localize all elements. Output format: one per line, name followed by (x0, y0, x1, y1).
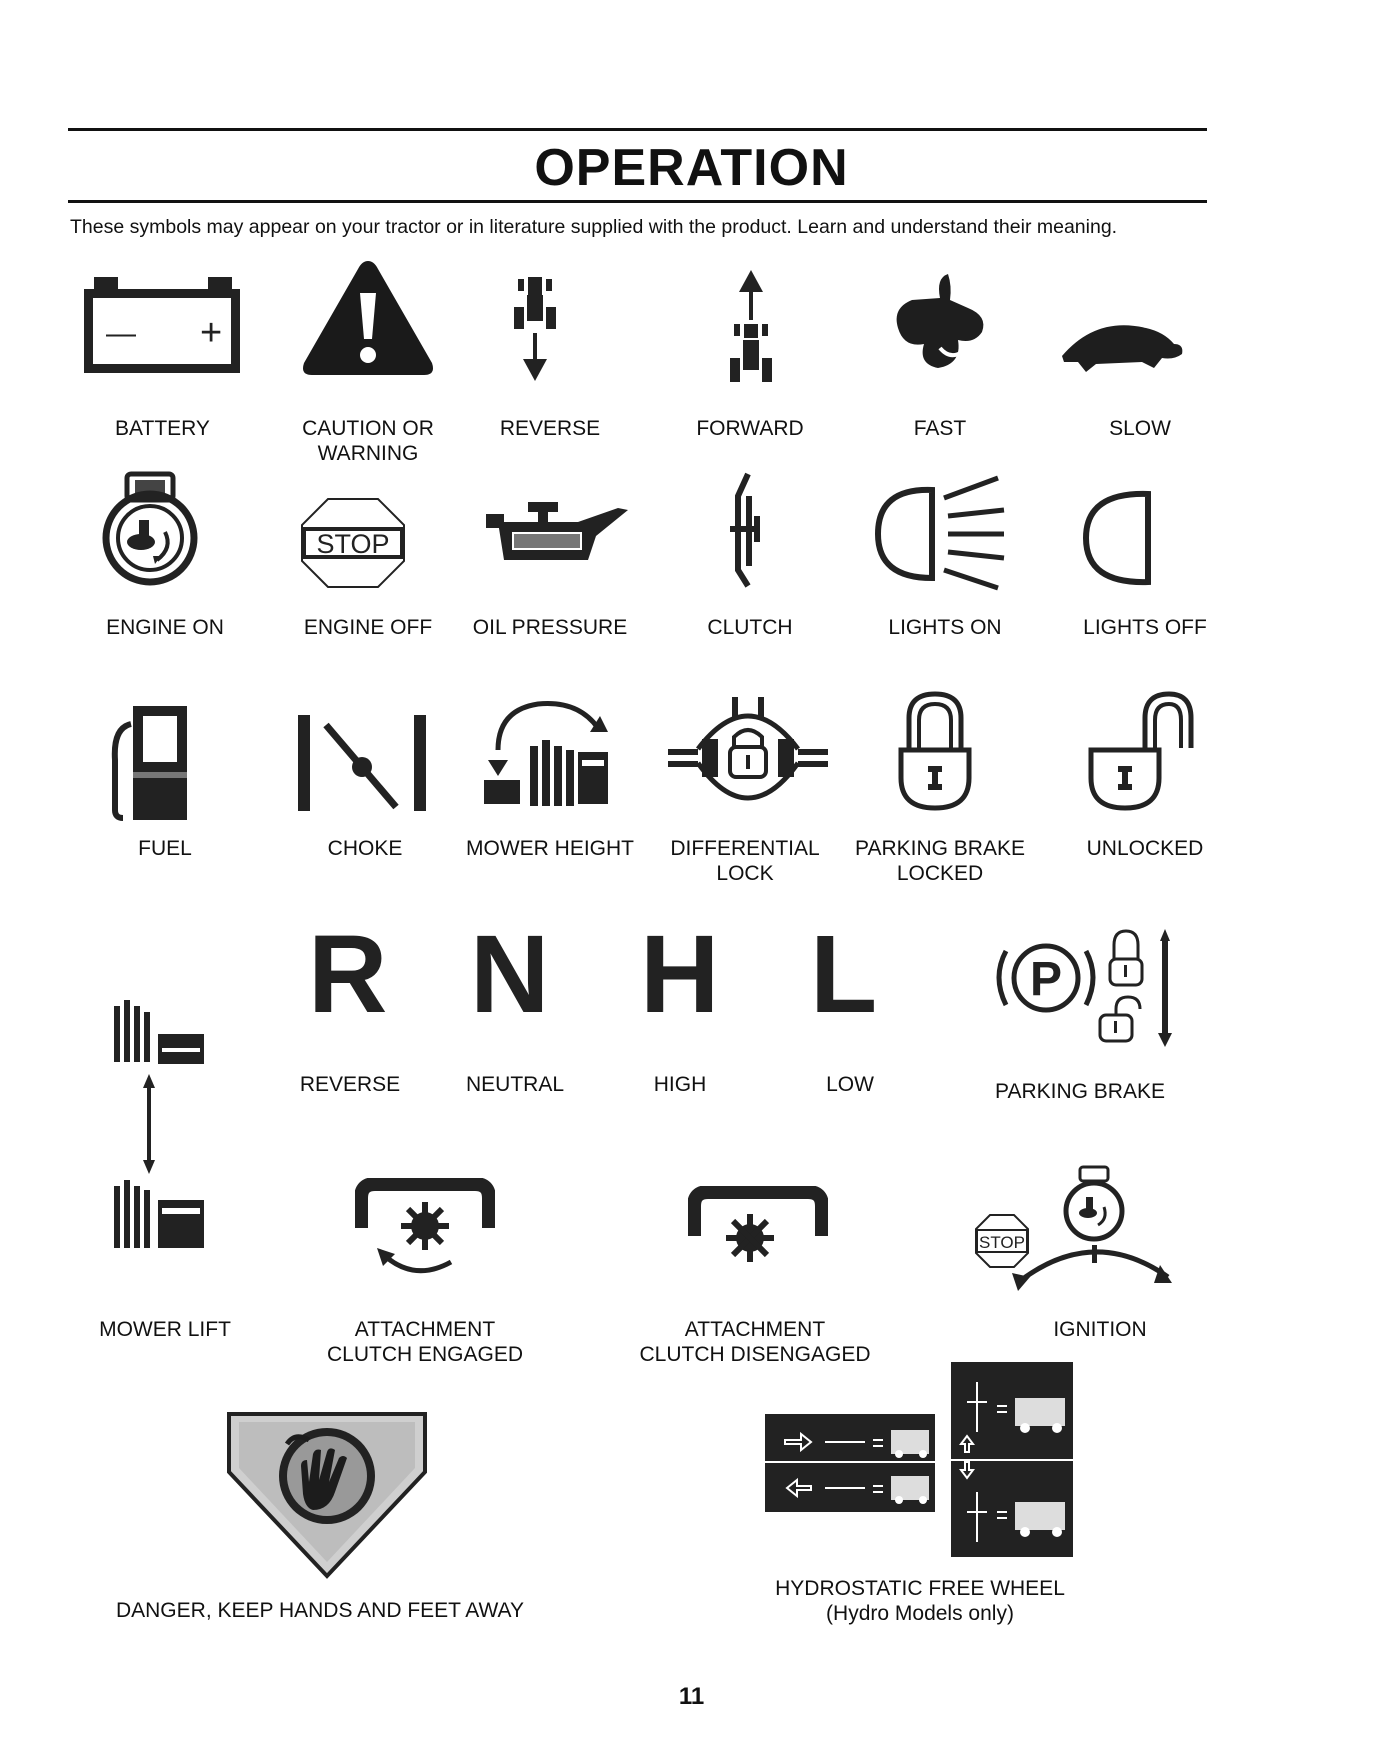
engine-off-stop-icon (298, 495, 408, 590)
label-choke: CHOKE (327, 837, 403, 860)
battery-plus: + (200, 312, 223, 354)
attachment-disengaged-icon (688, 1186, 828, 1276)
gear-reverse-letter: R (308, 913, 388, 1036)
label-mower-height: MOWER HEIGHT (466, 837, 634, 860)
label-lights-on: LIGHTS ON (888, 616, 1002, 639)
label-engine-on: ENGINE ON (106, 616, 224, 639)
label-fuel: FUEL (138, 837, 192, 860)
attachment-engaged-icon (355, 1178, 495, 1288)
label-attachment-disengaged (630, 1317, 880, 1367)
label-fast: FAST (913, 417, 967, 440)
mower-lift-icon (110, 990, 215, 1260)
label-forward: FORWARD (696, 417, 804, 440)
choke-icon (296, 715, 436, 815)
label-ignition: IGNITION (1053, 1318, 1147, 1341)
label-parking-brake: PARKING BRAKE (995, 1080, 1165, 1103)
padlock-unlocked-icon (1085, 688, 1195, 813)
label-hydro-line2: (Hydro Models only) (826, 1602, 1014, 1625)
label-pbl-line2: LOCKED (896, 862, 984, 885)
label-pbl-line1: PARKING BRAKE (855, 837, 1025, 860)
label-engine-off: ENGINE OFF (303, 616, 433, 639)
page-number: 11 (678, 1683, 705, 1710)
intro-text: These symbols may appear on your tractor or in literature supplied with the product. Learn and understand their meaning. (70, 216, 1118, 238)
engine-off-stop-text: STOP (316, 529, 390, 559)
lights-on-icon (868, 470, 1018, 595)
battery-icon (80, 277, 245, 377)
label-clutch: CLUTCH (707, 616, 793, 639)
label-attachment-engaged (310, 1317, 540, 1367)
label-caution-line1: CAUTION OR (302, 417, 434, 440)
lights-off-icon (1080, 488, 1160, 588)
fuel-pump-icon (105, 700, 195, 825)
engine-on-icon (95, 470, 205, 590)
forward-tractor-icon (726, 268, 776, 388)
label-caution-line2: WARNING (317, 442, 419, 465)
ignition-icon (968, 1165, 1188, 1295)
label-gear-low: LOW (826, 1073, 874, 1096)
turtle-icon (1056, 318, 1186, 378)
gear-neutral-letter: N (470, 913, 550, 1036)
label-danger: DANGER, KEEP HANDS AND FEET AWAY (115, 1599, 525, 1622)
hydrostatic-free-wheel-decal (765, 1362, 1075, 1557)
label-diff-line2: LOCK (716, 862, 774, 885)
gear-low-letter: L (810, 913, 878, 1036)
padlock-locked-icon (895, 688, 975, 813)
oil-can-icon (478, 500, 638, 575)
label-parking-brake-locked (850, 836, 1030, 886)
label-mower-lift: MOWER LIFT (99, 1318, 231, 1341)
label-gear-neutral: NEUTRAL (465, 1073, 565, 1096)
parking-brake-p: P (1029, 953, 1063, 1006)
label-lights-off: LIGHTS OFF (1083, 616, 1207, 639)
label-unlocked: UNLOCKED (1086, 837, 1204, 860)
label-oil-pressure: OIL PRESSURE (472, 616, 628, 639)
mower-height-icon (478, 690, 628, 815)
label-ace-line2: CLUTCH ENGAGED (326, 1343, 524, 1366)
clutch-icon (720, 470, 770, 590)
reverse-tractor-icon (510, 275, 560, 385)
gear-high-letter: H (640, 913, 720, 1036)
title-rule (68, 200, 1207, 203)
top-rule (68, 128, 1207, 131)
label-reverse: REVERSE (499, 417, 601, 440)
label-slow: SLOW (1109, 417, 1171, 440)
label-acd-line2: CLUTCH DISENGAGED (639, 1343, 871, 1366)
danger-hand-icon (225, 1410, 430, 1580)
ignition-stop-text: STOP (979, 1233, 1025, 1252)
label-battery: BATTERY (115, 417, 210, 440)
label-gear-reverse: REVERSE (299, 1073, 401, 1096)
label-hydrostatic (760, 1576, 1080, 1626)
label-acd-line1: ATTACHMENT (684, 1318, 826, 1341)
battery-minus: — (106, 317, 136, 350)
label-diff-line1: DIFFERENTIAL (670, 837, 820, 860)
label-differential-lock (660, 836, 830, 886)
warning-icon (298, 255, 438, 380)
parking-brake-icon (990, 925, 1190, 1055)
label-gear-high: HIGH (653, 1073, 707, 1096)
label-hydro-line1: HYDROSTATIC FREE WHEEL (775, 1577, 1065, 1600)
differential-lock-icon (668, 693, 828, 818)
label-ace-line1: ATTACHMENT (354, 1318, 496, 1341)
label-caution (268, 416, 468, 466)
rabbit-icon (878, 268, 993, 378)
page-title: OPERATION (534, 139, 849, 197)
